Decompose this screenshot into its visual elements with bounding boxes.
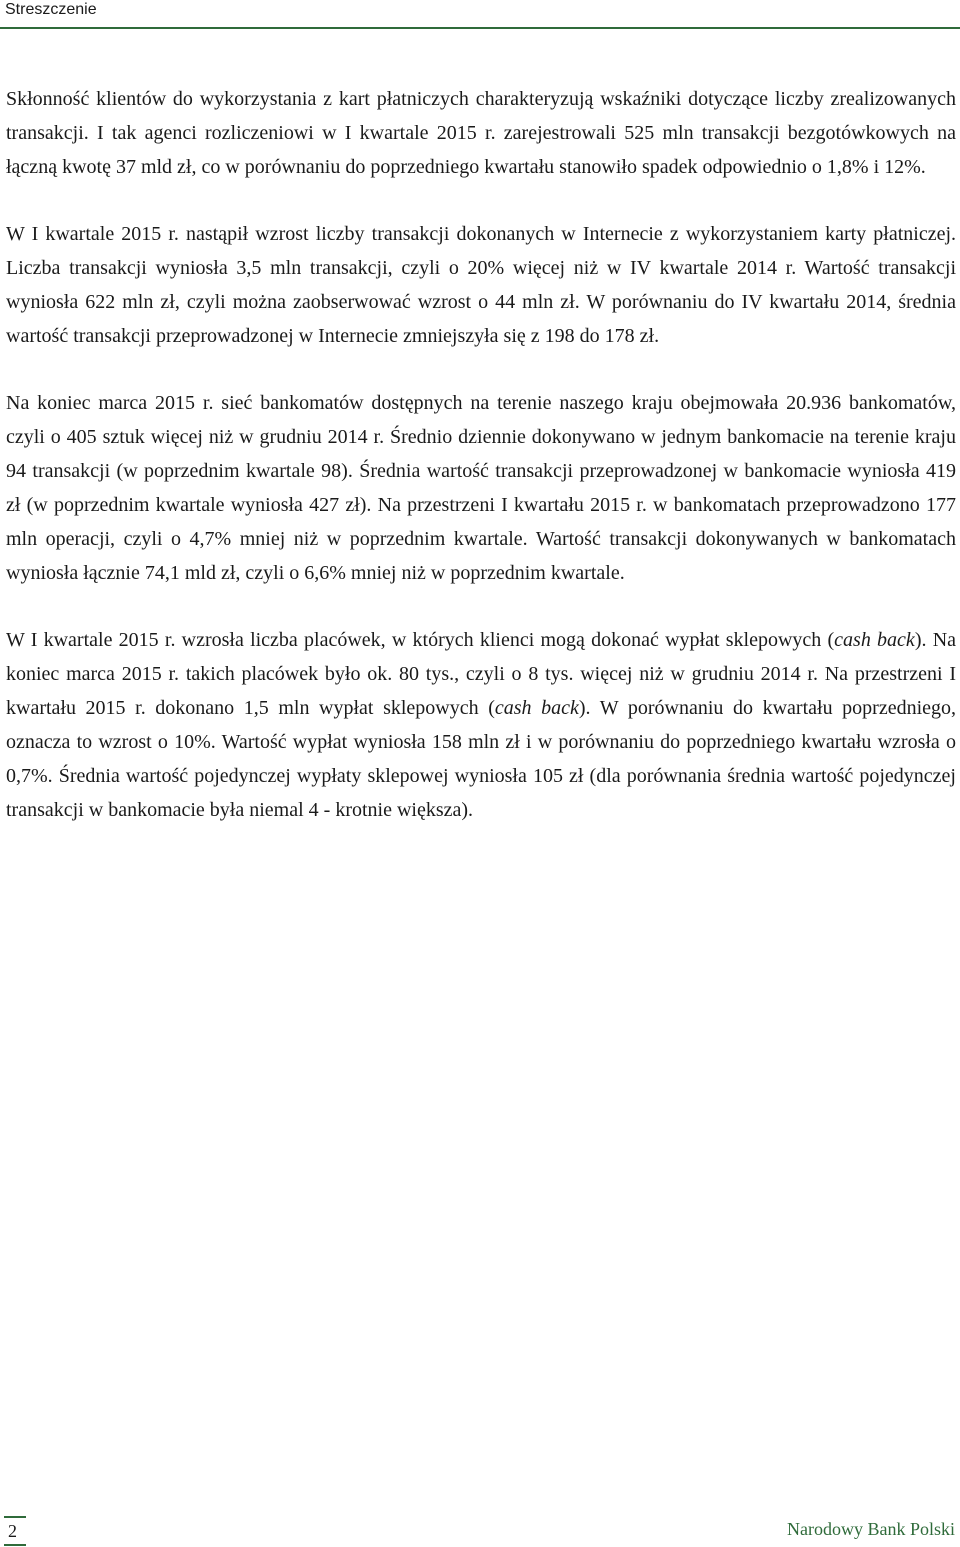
footer-organization: Narodowy Bank Polski xyxy=(787,1519,955,1539)
paragraph-atm-network: Na koniec marca 2015 r. sieć bankomatów dostępnych na terenie naszego kraju obejmowała 20.936 bankomatów, czyli o 405 sztuk więcej niż w grudniu 2014 r. Średnio dziennie dokonywano w jednym bankomacie na terenie kraju 94 transakcji (w poprzednim kwartale 98). Średnia wartość transakcji przeprowadzonej w bankomacie wyniosła 419 zł (w poprzednim kwartale wyniosła 427 zł). Na przestrzeni I kwartału 2015 r. w bankomatach przeprowadzono 177 mln operacji, czyli o 4,7% mniej niż w poprzednim kwartale. Wartość transakcji dokonywanych w bankomatach wyniosła łącznie 74,1 mld zł, czyli o 6,6% mniej niż w poprzednim kwartale. xyxy=(6,392,956,584)
page-header xyxy=(0,0,960,30)
cash-back-text-part-3: ). W porównaniu do kwartału poprzedniego, oznacza to wzrost o 10%. Wartość wypłat wyniosła 158 mln zł i w porównaniu do poprzedniego kwartału wzrosła o 0,7%. Średnia wartość pojedynczej wypłaty sklepowej wyniosła 105 zł (dla porównania średnia wartość pojedynczej transakcji w bankomacie była niemal 4 - krotnie większa). xyxy=(6,697,957,821)
paragraph-card-transactions: Skłonność klientów do wykorzystania z kart płatniczych charakteryzują wskaźniki dotyczące liczby zrealizowanych transakcji. I tak agenci rozliczeniowi w I kwartale 2015 r. zarejestrowali 525 mln transakcji bezgotówkowych na łączną kwotę 37 mld zł, co w porównaniu do poprzedniego kwartału stanowiło spadek odpowiednio o 1,8% i 12%. xyxy=(6,88,956,178)
section-title: Streszczenie xyxy=(5,1,97,18)
cash-back-term: cash back xyxy=(494,697,579,719)
paragraph-internet-transactions: W I kwartale 2015 r. nastąpił wzrost liczby transakcji dokonanych w Internecie z wykorzystaniem karty płatniczej. Liczba transakcji wyniosła 3,5 mln transakcji, czyli o 20% więcej niż w IV kwartale 2014 r. Wartość transakcji wyniosła 622 mln zł, czyli można zaobserwować wzrost o 44 mln zł. W porównaniu do IV kwartału 2014, średnia wartość transakcji przeprowadzonej w Internecie zmniejszyła się z 198 do 178 zł. xyxy=(6,223,956,347)
document-body xyxy=(6,82,956,860)
page-footer xyxy=(0,1500,960,1547)
cash-back-text-part-2: ). Na koniec marca 2015 r. takich placówek było ok. 80 tys., czyli o 8 tys. więcej niż w grudniu 2014 r. Na przestrzeni I kwartału 2015 r. dokonano 1,5 mln wypłat sklepowych ( xyxy=(6,629,957,719)
page-number: 2 xyxy=(8,1521,17,1541)
paragraph-cash-back xyxy=(6,623,956,827)
page-number-box xyxy=(4,1516,26,1546)
cash-back-text-part-1: W I kwartale 2015 r. wzrosła liczba placówek, w których klienci mogą dokonać wypłat sklepowych ( xyxy=(6,629,835,651)
header-divider xyxy=(0,27,960,29)
cash-back-term: cash back xyxy=(834,629,915,651)
